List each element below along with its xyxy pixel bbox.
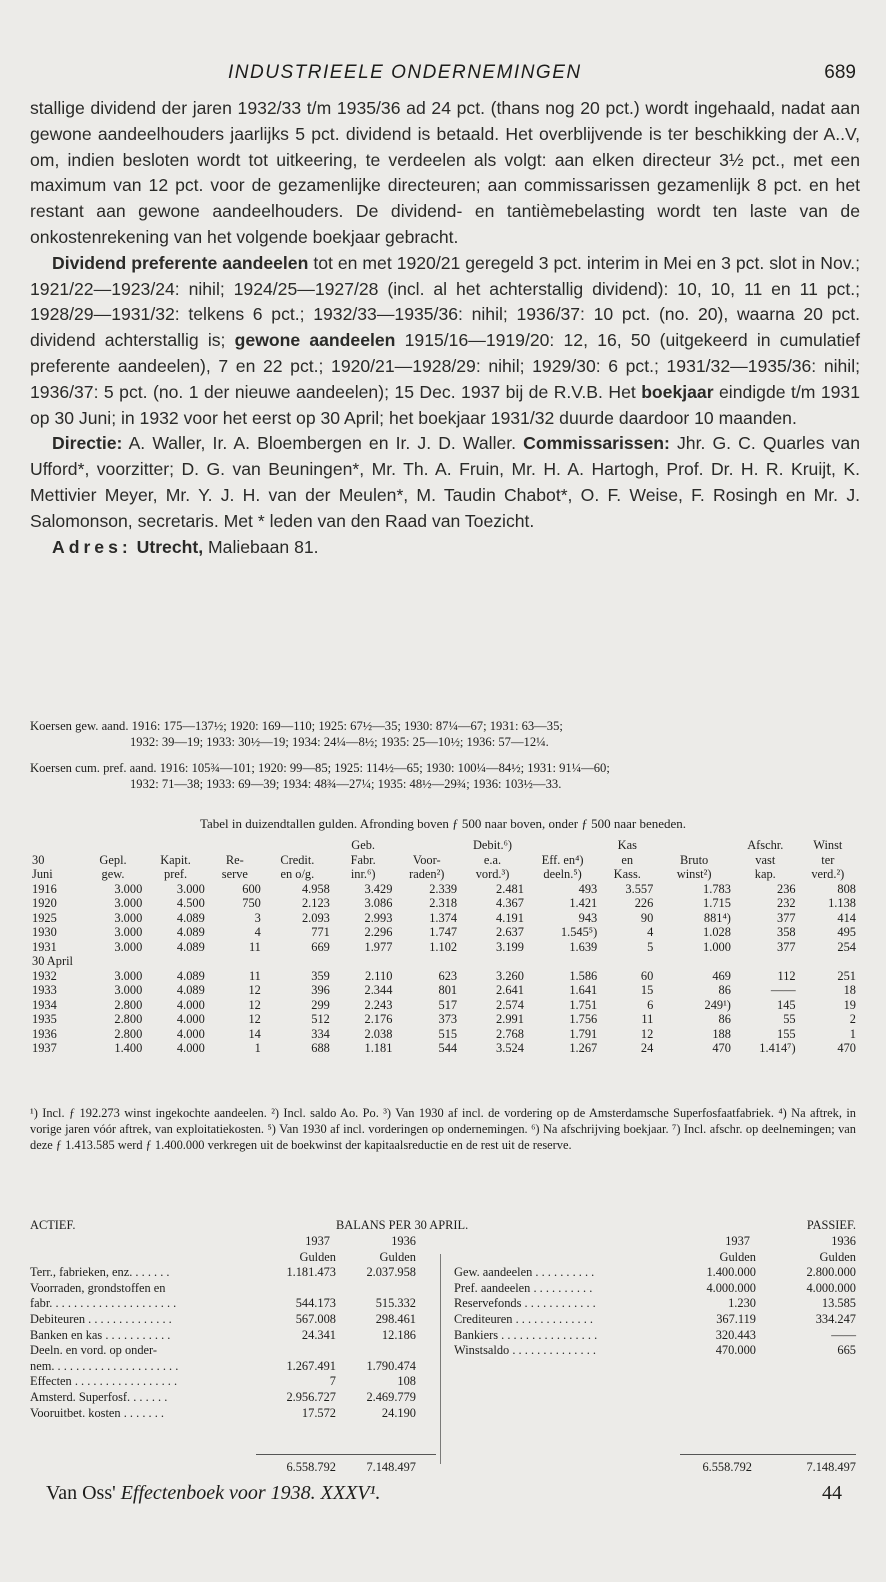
table-header-cell: raden²)	[409, 867, 445, 881]
table-header-cell: vord.³)	[475, 867, 510, 881]
table-header-cell: winst²)	[676, 867, 712, 881]
table-cell: 2.344	[364, 983, 393, 997]
table-header-cell: deeln.⁵)	[543, 867, 582, 881]
page-footer	[46, 1482, 842, 1505]
table-cell: 1.977	[364, 939, 393, 954]
table-header-cell: Eff. en⁴)	[541, 852, 584, 867]
balance-value-1936: 334.247	[815, 1311, 856, 1326]
table-row	[30, 1012, 858, 1027]
balance-value-1936: 13.585	[821, 1296, 856, 1311]
balance-value-1937: 1.230	[728, 1296, 756, 1311]
table-row	[30, 925, 858, 940]
table-cell: 771	[311, 925, 330, 939]
table-cell: 1.639	[569, 939, 598, 954]
actief-row	[30, 1296, 440, 1312]
table-cell: 943	[578, 910, 598, 925]
passief-total-1937: 6.558.792	[702, 1460, 752, 1474]
balance-value-1936: 2.800.000	[806, 1265, 856, 1280]
table-row	[30, 911, 858, 926]
table-cell: 2.176	[364, 1012, 393, 1026]
table-header-cell: gew.	[101, 867, 125, 881]
table-cell: 4.000	[176, 1026, 205, 1041]
table-cell: 1.400	[114, 1041, 143, 1055]
balance-item-label: Vooruitbet. kosten . . . . . . .	[30, 1405, 164, 1420]
actief-row	[30, 1312, 440, 1328]
table-cell: 155	[777, 1026, 796, 1041]
passief-row	[454, 1328, 856, 1344]
table-cell: 469	[712, 968, 731, 983]
balance-item-label: Debiteuren . . . . . . . . . . . . . .	[30, 1311, 172, 1326]
table-cell: 3.000	[114, 939, 143, 954]
table-cell: ——	[770, 983, 796, 997]
table-cell: 515	[438, 1026, 458, 1041]
table-cell: 377	[777, 939, 796, 954]
balance-value-1937: 367.119	[716, 1311, 756, 1326]
table-cell: 358	[777, 925, 796, 939]
table-header-cell: vast	[755, 852, 776, 867]
table-cell: 236	[777, 881, 796, 896]
actief-label: ACTIEF.	[30, 1218, 76, 1232]
table-cell: 188	[712, 1026, 731, 1041]
balance-divider	[440, 1254, 441, 1464]
table-cell: 750	[242, 896, 261, 910]
table-row	[30, 998, 858, 1013]
table-header-cell: Kapit.	[160, 852, 191, 867]
table-cell: 254	[837, 939, 856, 954]
table-cell: 1933	[32, 983, 57, 997]
table-header-cell: pref.	[164, 867, 188, 881]
actief-row	[30, 1390, 440, 1406]
table-cell: 4.000	[176, 1041, 205, 1055]
table-header-cell: en	[621, 852, 634, 867]
table-cell: 3.000	[114, 910, 143, 925]
table-cell: 4.089	[176, 983, 205, 997]
table-header-cell: Credit.	[280, 852, 315, 867]
table-cell: 1934	[32, 997, 57, 1012]
table-cell: 1932	[32, 968, 57, 983]
table-cell: 1.545⁵)	[560, 925, 598, 939]
table-cell: 4.089	[176, 968, 205, 983]
table-header-row	[30, 867, 858, 882]
table-cell: 1.747	[429, 925, 458, 939]
table-cell: 1.751	[569, 997, 598, 1012]
table-cell: 1936	[32, 1026, 57, 1041]
table-cell: 1.586	[569, 968, 598, 983]
table-cell: 1925	[32, 910, 57, 925]
table-cell: 2.481	[496, 881, 524, 896]
table-header-cell	[144, 838, 207, 853]
table-cell: 3.000	[114, 925, 143, 939]
table-cell: 1.414⁷)	[759, 1041, 796, 1055]
table-cell: 86	[718, 1012, 731, 1026]
paragraph-address	[30, 535, 860, 561]
table-cell: 2.318	[429, 896, 458, 910]
table-cell: 688	[311, 1041, 330, 1055]
actief-row	[30, 1359, 440, 1375]
table-cell: 2.243	[364, 997, 393, 1012]
table-row	[30, 983, 858, 998]
table-cell: 1.028	[703, 925, 731, 939]
balance-title: BALANS PER 30 APRIL.	[336, 1218, 469, 1232]
table-cell: 3.524	[496, 1041, 524, 1055]
table-cell: 15	[640, 983, 654, 997]
heading-commissarissen: Commissarissen:	[523, 433, 670, 454]
table-cell: 55	[783, 1012, 796, 1026]
table-cell: 544	[438, 1041, 458, 1055]
balance-value-1936: 12.186	[381, 1327, 416, 1342]
table-cell: 86	[718, 983, 731, 997]
table-header-cell: ter	[821, 852, 835, 867]
actief-row	[30, 1265, 440, 1281]
table-header-cell	[263, 838, 332, 853]
table-cell: 3	[254, 910, 261, 925]
table-cell: 2.800	[114, 997, 143, 1012]
table-cell: 808	[837, 881, 856, 896]
table-cell: 1930	[32, 925, 57, 939]
balance-value-1937: 17.572	[301, 1405, 336, 1420]
balance-item-label: Effecten . . . . . . . . . . . . . . . . .	[30, 1374, 178, 1389]
actief-row	[30, 1281, 440, 1297]
table-header-cell	[207, 838, 263, 853]
table-cell: 4.367	[496, 896, 524, 910]
balance-value-1937: 567.008	[295, 1311, 336, 1326]
balance-item-label: Voorraden, grondstoffen en	[30, 1280, 166, 1295]
table-cell: 2.991	[496, 1012, 524, 1026]
balance-value-1936: 1.790.474	[366, 1358, 416, 1373]
table-cell: 881⁴)	[703, 910, 731, 925]
table-cell: 3.000	[114, 896, 143, 910]
table-cell: 3.000	[114, 968, 143, 983]
table-cell: 1920	[32, 896, 57, 910]
table-cell: 373	[438, 1012, 458, 1026]
table-cell: 2.038	[364, 1026, 393, 1041]
table-cell: 11	[641, 1012, 654, 1026]
table-row	[30, 969, 858, 984]
table-header-cell	[655, 838, 733, 853]
company-description	[30, 96, 860, 560]
table-header-cell	[30, 838, 82, 853]
passief-row	[454, 1281, 856, 1297]
table-cell: 2.641	[496, 983, 524, 997]
table-cell: 4.089	[176, 939, 205, 954]
footer-publisher: Van Oss'	[46, 1482, 116, 1504]
table-cell: 232	[777, 896, 796, 910]
balance-value-1937: 320.443	[715, 1327, 756, 1342]
table-cell: 3.260	[496, 968, 524, 983]
financial-table	[30, 838, 858, 1056]
table-header-cell: Juni	[32, 867, 53, 881]
table-header-cell: Gepl.	[99, 852, 127, 867]
running-title: INDUSTRIEELE ONDERNEMINGEN	[228, 62, 582, 83]
table-cell: 1935	[32, 1012, 57, 1026]
table-subheading-row	[30, 954, 858, 969]
balance-value-1937: 24.341	[301, 1327, 336, 1342]
table-header-row	[30, 853, 858, 868]
table-cell: 4.958	[301, 881, 330, 896]
balance-item-label: Amsterd. Superfosf. . . . . . .	[30, 1389, 168, 1404]
table-cell: 4	[254, 925, 261, 939]
share-prices-ordinary: Koersen gew. aand. 1916: 175—137½; 1920: 169—110; 1925: 67½—35; 1930: 87¼—67; 1931: 63—35; 1932: 39—19; 1933: 30½—19; 1934: 24¼—8½; 1935: 25—10½; 1936: 57—12¼.	[30, 719, 563, 750]
address-label: Adres:	[52, 536, 132, 557]
table-cell: 4.500	[176, 896, 205, 910]
table-row	[30, 896, 858, 911]
table-cell: 1.641	[569, 983, 598, 997]
table-cell: 12	[248, 1012, 261, 1026]
table-cell: 112	[777, 968, 796, 983]
table-cell: 299	[311, 997, 330, 1012]
balance-value-1937: 2.956.727	[286, 1389, 336, 1404]
table-cell: 396	[311, 983, 330, 997]
passief-column: 1937 1936 Gulden Gulden Gew. aandeelen . . . . . . . . . . 1.400.000 2.800.000 Pref. aandeelen . . . . . . . . . . 4.000.000 4.000.000 Reservefonds . . . . . . . . . . . . 1.230 13.585 Crediteuren . . . . . . . . . . . . . 367.119 334.247 Bankiers . . . . . . . . . . . . . . . . 320.443 —— Winstsaldo . . . . . . . . . . . . . . 470.000 665	[454, 1234, 856, 1358]
table-header-cell: e.a.	[483, 852, 502, 867]
actief-row	[30, 1406, 440, 1422]
address-street: Maliebaan 81.	[203, 536, 319, 557]
table-cell: 600	[242, 881, 261, 896]
balance-value-1937: 1.400.000	[706, 1265, 756, 1280]
balance-value-1937: 544.173	[295, 1296, 336, 1311]
passief-row	[454, 1296, 856, 1312]
table-header-cell: Kas	[617, 838, 637, 852]
table-cell: 1.267	[569, 1041, 598, 1055]
table-cell: 334	[311, 1026, 330, 1041]
table-footnotes: ¹) Incl. ƒ 192.273 winst ingekochte aandeelen. ²) Incl. saldo Ao. Po. ³) Van 1930 af incl. de vordering op de Amsterdamsche Superfosfaatfabriek. ⁴) Na aftrek, in vorige jaren vóór aftrek, van exploitatiekosten. ⁵) Van 1930 af incl. vorderingen op ondernemingen. ⁶) Na afschrijving boekjaar. ⁷) Incl. afschr. op deelnemingen; van deze ƒ 1.413.585 werd ƒ 1.400.000 verkregen uit de boekwinst der kapitaalsreductie en de rest uit de reserve.	[30, 1106, 856, 1152]
table-cell: 12	[248, 997, 261, 1012]
actief-total-1936: 7.148.497	[366, 1460, 416, 1474]
table-cell: 470	[837, 1041, 856, 1055]
table-cell: 1	[849, 1026, 856, 1041]
table-cell: 4.000	[176, 1012, 205, 1026]
table-cell: 2.993	[364, 910, 393, 925]
passief-row	[454, 1265, 856, 1281]
table-cell: 19	[843, 997, 856, 1012]
balance-value-1936: 2.469.779	[366, 1389, 416, 1404]
actief-row	[30, 1374, 440, 1390]
heading-dividend-preferente: Dividend preferente aandeelen	[52, 252, 309, 273]
table-cell: 60	[640, 968, 654, 983]
table-cell: 5	[647, 939, 654, 954]
address-city: Utrecht,	[136, 536, 204, 557]
table-header-cell: 30	[32, 852, 45, 867]
table-header-cell: kap.	[754, 867, 776, 881]
balance-item-label: Pref. aandeelen . . . . . . . . . .	[454, 1280, 593, 1295]
table-cell: 3.000	[114, 983, 143, 997]
table-cell: 4.191	[496, 910, 524, 925]
balance-item-label: Terr., fabrieken, enz. . . . . . .	[30, 1265, 170, 1280]
heading-gewone-aandeelen: gewone aandeelen	[234, 330, 396, 351]
table-cell: 1.715	[703, 896, 731, 910]
passief-row	[454, 1312, 856, 1328]
actief-total-1937: 6.558.792	[286, 1460, 336, 1474]
table-header-cell	[394, 838, 459, 853]
balance-item-label: Crediteuren . . . . . . . . . . . . .	[454, 1311, 594, 1326]
table-cell: 4.089	[176, 925, 205, 939]
passief-total-rule	[680, 1454, 856, 1455]
table-cell: 14	[248, 1026, 261, 1041]
table-cell: 249¹)	[704, 997, 731, 1012]
table-cell: 1.791	[569, 1026, 598, 1041]
table-cell: 2.800	[114, 1026, 143, 1041]
table-cell: 12	[248, 983, 261, 997]
table-cell: 4.089	[176, 910, 205, 925]
heading-directie: Directie:	[52, 433, 123, 454]
table-row	[30, 940, 858, 955]
table-cell: 18	[843, 983, 856, 997]
table-header-cell	[526, 838, 599, 853]
balance-value-1936: 24.190	[381, 1405, 416, 1420]
actief-row	[30, 1328, 440, 1344]
table-cell: 495	[837, 925, 856, 939]
table-cell: 1.181	[364, 1041, 393, 1055]
table-cell: 2.637	[496, 925, 524, 939]
paragraph-dividend-distribution: stallige dividend der jaren 1932/33 t/m 1935/36 ad 24 pct. (thans nog 20 pct.) wordt ingehaald, nadat aan gewone aandeelhouders jaarlijks 5 pct. dividend is betaald. Het overblijvende is ter beschikking der A..V, om, indien besloten wordt tot uitkeering, te verdeelen als volgt: aan elken directeur 3½ pct., met een maximum van 12 pct. voor de gezamenlijke directeuren; aan commissarissen gezamenlijk 8 pct. en het restant aan gewone aandeelhouders. De dividend- en tantièmebelasting wordt ten laste van de onkostenrekening van het volgende boekjaar gebracht.	[30, 98, 860, 247]
page-number: 689	[824, 62, 856, 83]
table-cell: 2	[849, 1012, 856, 1026]
table-subheading: 30 April	[32, 954, 73, 968]
table-cell: 11	[248, 939, 261, 954]
table-cell: 1931	[32, 939, 57, 954]
balance-value-1936: 2.037.958	[366, 1265, 416, 1280]
table-cell: 1.374	[429, 910, 458, 925]
table-row	[30, 1027, 858, 1042]
table-cell: 2.768	[496, 1026, 524, 1041]
table-cell: 2.123	[301, 896, 330, 910]
table-header-cell: Afschr.	[747, 838, 784, 852]
table-cell: 2.800	[114, 1012, 143, 1026]
footer-volume: XXXV¹.	[320, 1482, 381, 1504]
table-cell: 2.110	[364, 968, 393, 983]
table-cell: 2.093	[301, 910, 330, 925]
table-cell: 3.000	[114, 881, 143, 896]
paragraph-dividend-history: Dividend preferente aandeelen tot en met 1920/21 geregeld 3 pct. interim in Mei en 3 pct. slot in Nov.; 1921/22—1923/24: nihil; 1924/25—1927/28 (incl. al het achterstallig dividend): 10, 10, 11 en 11 pct.; 1928/29—1931/32: telkens 6 pct.; 1932/33—1935/36: nihil; 1936/37: 10 pct. (no. 20), waarna 20 pct. dividend achterstallig is; gewone aandeelen 1915/16—1919/20: 12, 16, 50 (uitgekeerd in cumulatief preferente aandeelen), 7 en 22 pct.; 1920/21—1928/29: nihil; 1929/30: 6 pct.; 1931/32—1935/36: nihil; 1936/37: 5 pct. (no. 1 der nieuwe aandeelen); 15 Dec. 1937 bij de R.V.B. Het boekjaar eindigde t/m 1931 op 30 Juni; in 1932 voor het eerst op 30 April; het boekjaar 1931/32 duurde daardoor 10 maanden.	[30, 252, 860, 428]
table-cell: 1.421	[569, 896, 598, 910]
actief-total-rule	[256, 1454, 436, 1455]
actief-column: 1937 1936 Gulden Gulden Terr., fabrieken, enz. . . . . . . 1.181.473 2.037.958 Voorraden, grondstoffen en fabr. . . . . . . . . . . . . . . . . . . . . 544.173 515.332 Debiteuren . . . . . . . . . . . . . . 567.008 298.461 Banken en kas . . . . . . . . . . . 24.341 12.186 Deeln. en vord. op onder- nem. . . . . . . . . . . . . . . . . . . . . 1.267.491 1.790.474 Effecten . . . . . . . . . . . . . . . . . 7 108 Amsterd. Superfosf. . . . . . . 2.956.727 2.469.779 Vooruitbet. kosten . . . . . . . 17.572 24.190	[30, 1234, 440, 1421]
balance-item-label: Deeln. en vord. op onder-	[30, 1343, 158, 1358]
table-cell: 470	[712, 1041, 731, 1055]
table-cell: 251	[837, 968, 856, 983]
balance-value-1936: 108	[397, 1374, 416, 1389]
table-cell: 2.574	[496, 997, 524, 1012]
table-header-cell	[82, 838, 145, 853]
table-header-cell: serve	[221, 867, 248, 881]
balance-value-1937: 4.000.000	[706, 1280, 756, 1295]
table-cell: 1	[254, 1041, 261, 1055]
table-header-cell: inr.⁶)	[350, 867, 376, 881]
balance-value-1937: 1.181.473	[286, 1265, 336, 1280]
share-prices-preferred: Koersen cum. pref. aand. 1916: 105¾—101; 1920: 99—85; 1925: 114½—65; 1930: 100¼—84½; 1931: 91¼—60; 1932: 71—38; 1933: 69—39; 1934: 48¾—27¼; 1935: 48½—29¾; 1936: 103½—33.	[30, 761, 610, 792]
table-cell: 493	[578, 881, 598, 896]
balance-item-label: Bankiers . . . . . . . . . . . . . . . .	[454, 1327, 598, 1342]
balance-value-1936: ——	[831, 1327, 856, 1342]
table-cell: 517	[438, 997, 458, 1012]
table-cell: 4.000	[176, 997, 205, 1012]
table-cell: 1.102	[429, 939, 458, 954]
passief-total-1936: 7.148.497	[806, 1460, 856, 1474]
balance-value-1936: 665	[837, 1343, 856, 1358]
table-cell: 3.199	[496, 939, 524, 954]
balance-item-label: Reservefonds . . . . . . . . . . . .	[454, 1296, 596, 1311]
table-cell: 11	[248, 968, 261, 983]
table-cell: 4	[647, 925, 654, 939]
table-header-cell: Fabr.	[350, 852, 376, 867]
balance-item-label: fabr. . . . . . . . . . . . . . . . . . . . .	[30, 1296, 177, 1311]
table-cell: 145	[777, 997, 796, 1012]
table-cell: 669	[311, 939, 330, 954]
table-cell: 90	[640, 910, 654, 925]
table-header-cell: Debit.⁶)	[472, 838, 513, 852]
balance-value-1936: 515.332	[375, 1296, 416, 1311]
table-cell: 2.296	[364, 925, 393, 939]
balance-item-label: Winstsaldo . . . . . . . . . . . . . .	[454, 1343, 596, 1358]
table-cell: 226	[634, 896, 654, 910]
table-header-cell: Geb.	[351, 838, 376, 852]
table-cell: 623	[438, 968, 458, 983]
table-cell: 1.783	[703, 881, 731, 896]
balance-item-label: Banken en kas . . . . . . . . . . .	[30, 1327, 171, 1342]
paragraph-management: Directie: A. Waller, Ir. A. Bloembergen en Ir. J. D. Waller. Commissarissen: Jhr. G. C. Quarles van Ufford*, voorzitter; D. G. van Beuningen*, Mr. Th. A. Fruin, Mr. H. A. Hartogh, Prof. Dr. H. R. Kruijt, K. Mettivier Meyer, Mr. Y. J. H. van der Meulen*, M. Taudin Chabot*, O. F. Weise, F. Rosingh en Mr. J. Salomonson, secretaris. Met * leden van den Raad van Toezicht.	[30, 433, 860, 531]
table-cell: 1.756	[569, 1012, 598, 1026]
table-header-cell: Bruto	[680, 852, 709, 867]
balance-item-label: Gew. aandeelen . . . . . . . . . .	[454, 1265, 595, 1280]
balance-value-1936: 4.000.000	[806, 1280, 856, 1295]
table-header-cell: verd.²)	[811, 867, 845, 881]
balance-value-1937: 470.000	[715, 1343, 756, 1358]
table-header-cell: Voor-	[412, 852, 441, 867]
table-cell: 2.339	[429, 881, 458, 896]
table-cell: 24	[640, 1041, 654, 1055]
table-cell: 6	[647, 997, 654, 1012]
footer-book-title: Effectenboek voor 1938.	[120, 1482, 316, 1504]
table-cell: 512	[311, 1012, 330, 1026]
table-cell: 3.086	[364, 896, 393, 910]
table-cell: 377	[777, 910, 796, 925]
passief-label: PASSIEF.	[806, 1218, 856, 1232]
table-header-cell: Winst	[813, 838, 843, 852]
balance-item-label: nem. . . . . . . . . . . . . . . . . . . . .	[30, 1358, 179, 1373]
table-header-cell: en o/g.	[280, 867, 315, 881]
actief-row	[30, 1343, 440, 1359]
passief-row	[454, 1343, 856, 1359]
table-cell: 3.000	[176, 881, 205, 896]
table-row	[30, 882, 858, 897]
table-header-cell: Re-	[225, 852, 244, 867]
table-cell: 801	[438, 983, 458, 997]
footer-page: 44	[822, 1482, 842, 1504]
balance-value-1936: 298.461	[375, 1311, 416, 1326]
table-cell: 1.138	[828, 896, 856, 910]
table-cell: 414	[837, 910, 856, 925]
table-cell: 3.557	[625, 881, 654, 896]
table-cell: 359	[311, 968, 330, 983]
heading-boekjaar: boekjaar	[641, 381, 714, 402]
table-title: Tabel in duizendtallen gulden. Afronding boven ƒ 500 naar boven, onder ƒ 500 naar beneden.	[199, 816, 687, 831]
table-cell: 12	[640, 1026, 654, 1041]
running-header	[0, 62, 886, 88]
table-cell: 1937	[32, 1041, 57, 1055]
table-cell: 3.429	[364, 881, 393, 896]
table-row	[30, 1041, 858, 1056]
table-cell: 1916	[32, 881, 57, 896]
table-header-row	[30, 838, 858, 853]
table-cell: 1.000	[703, 939, 731, 954]
table-header-cell: Kass.	[613, 867, 641, 881]
balance-value-1937: 1.267.491	[286, 1358, 336, 1373]
balance-value-1937: 7	[329, 1374, 336, 1389]
